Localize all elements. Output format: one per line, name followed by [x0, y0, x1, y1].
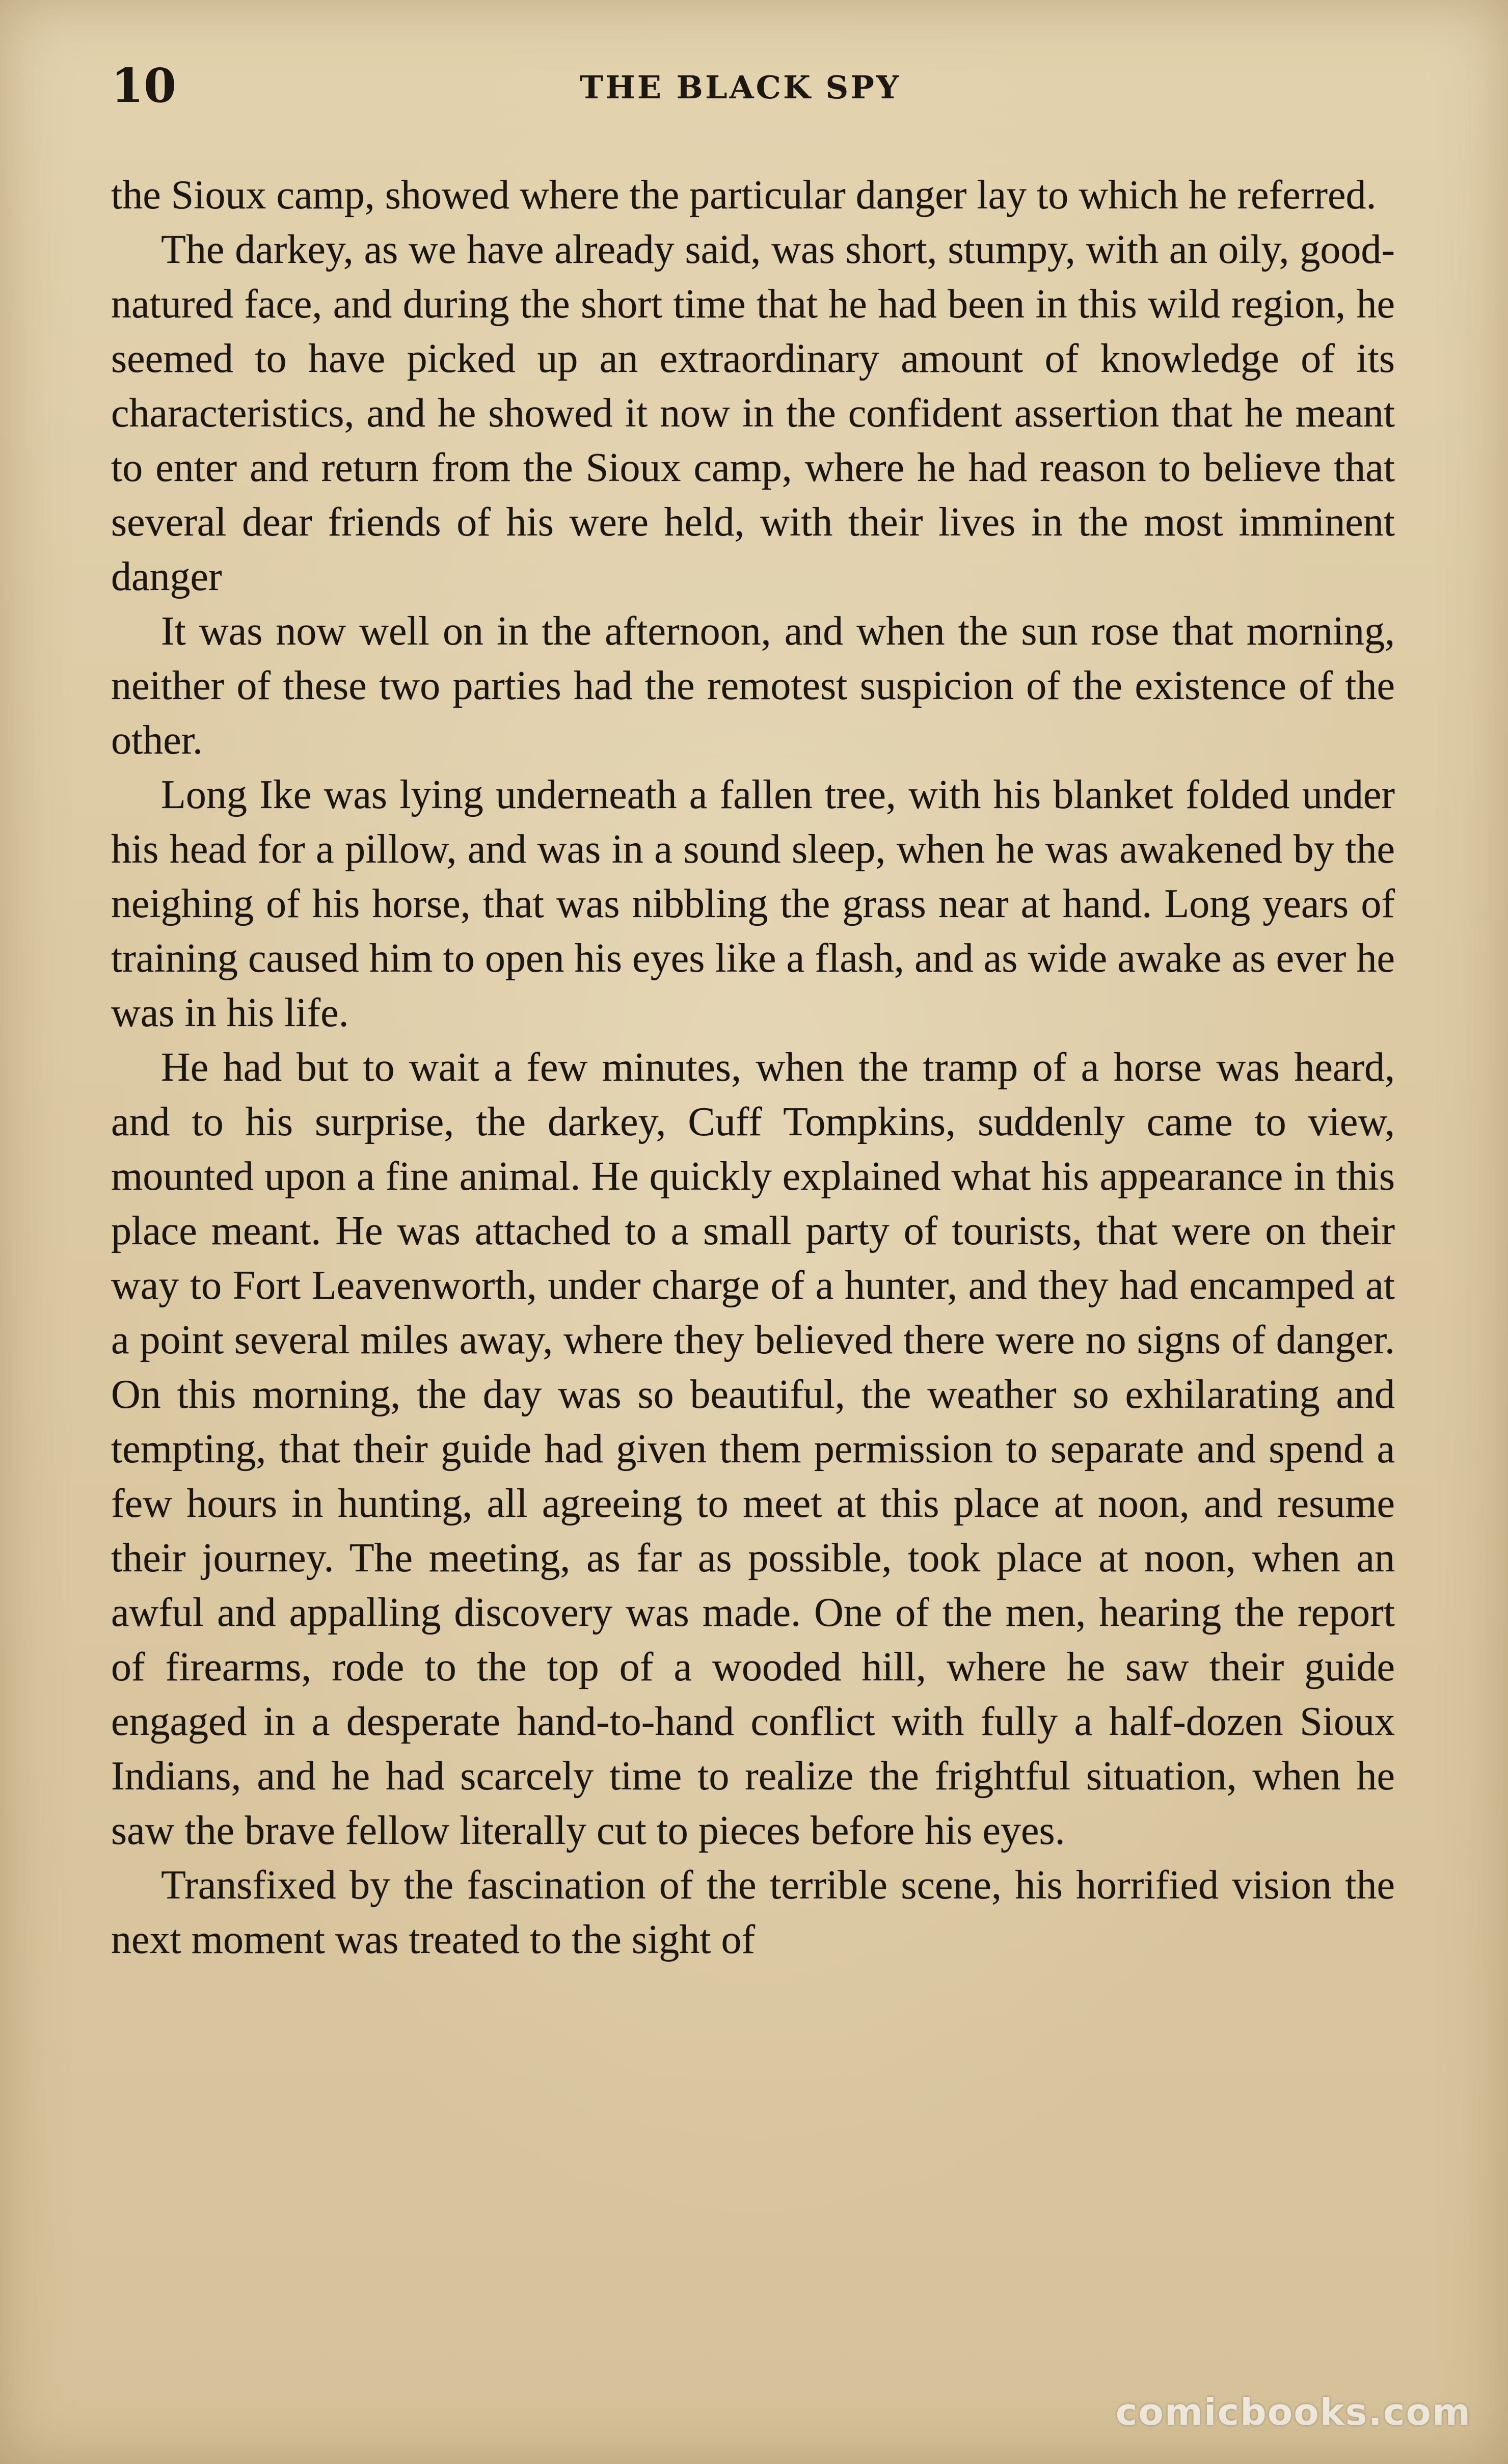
paragraph-6: Transfixed by the fascination of the terrible scene, his horrified vision the next moment was treated to the sight of — [111, 1863, 1395, 1962]
running-head — [111, 60, 1395, 111]
watermark: comicbooks.com — [1115, 2391, 1471, 2433]
page-number: 10 — [111, 58, 177, 113]
paragraph-2: The darkey, as we have already said, was short, stumpy, with an oily, good-natured face, and during the short time that he had been in this wild region, he seemed to have picked up an extraordinary amount of knowledge of its characteristics, and he showed it now in the confident assertion that he meant to enter and return from the Sioux camp, where he had reason to believe that several dear friends of his were held, with their lives in the most imminent danger — [111, 227, 1395, 599]
paragraph-1: the Sioux camp, showed where the particular danger lay to which he referred. — [111, 173, 1377, 218]
paragraph-3: It was now well on in the afternoon, and when the sun rose that morning, neither of these two parties had the remotest suspicion of the existence of the other. — [111, 609, 1395, 763]
paragraph-5: He had but to wait a few minutes, when the tramp of a horse was heard, and to his surprise, the darkey, Cuff Tompkins, suddenly came to view, mounted upon a fine animal. He quickly explained what his appearance in this place meant. He was attached to a small party of tourists, that were on their way to Fort Leavenworth, under charge of a hunter, and they had encamped at a point several miles away, where they believed there were no signs of danger. On this morning, the day was so beautiful, the weather so exhilarating and tempting, that their guide had given them permission to separate and spend a few hours in hunting, all agreeing to meet at this place at noon, and resume their journey. The meeting, as far as possible, took place at noon, when an awful and appalling discovery was made. One of the men, hearing the report of firearms, rode to the top of a wooded hill, where he saw their guide engaged in a desperate hand-to-hand conflict with fully a half-dozen Sioux Indians, and he had scarcely time to realize the frightful situation, when he saw the brave fellow literally cut to pieces before his eyes. — [111, 1045, 1395, 1853]
book-title: THE BLACK SPY — [580, 69, 901, 106]
body-text — [111, 168, 1395, 1967]
paragraph-4: Long Ike was lying underneath a fallen tree, with his blanket folded under his head for a pillow, and was in a sound sleep, when he was awakened by the neighing of his horse, that was nibbling the grass near at hand. Long years of training caused him to open his eyes like a flash, and as wide awake as ever he was in his life. — [111, 772, 1395, 1035]
